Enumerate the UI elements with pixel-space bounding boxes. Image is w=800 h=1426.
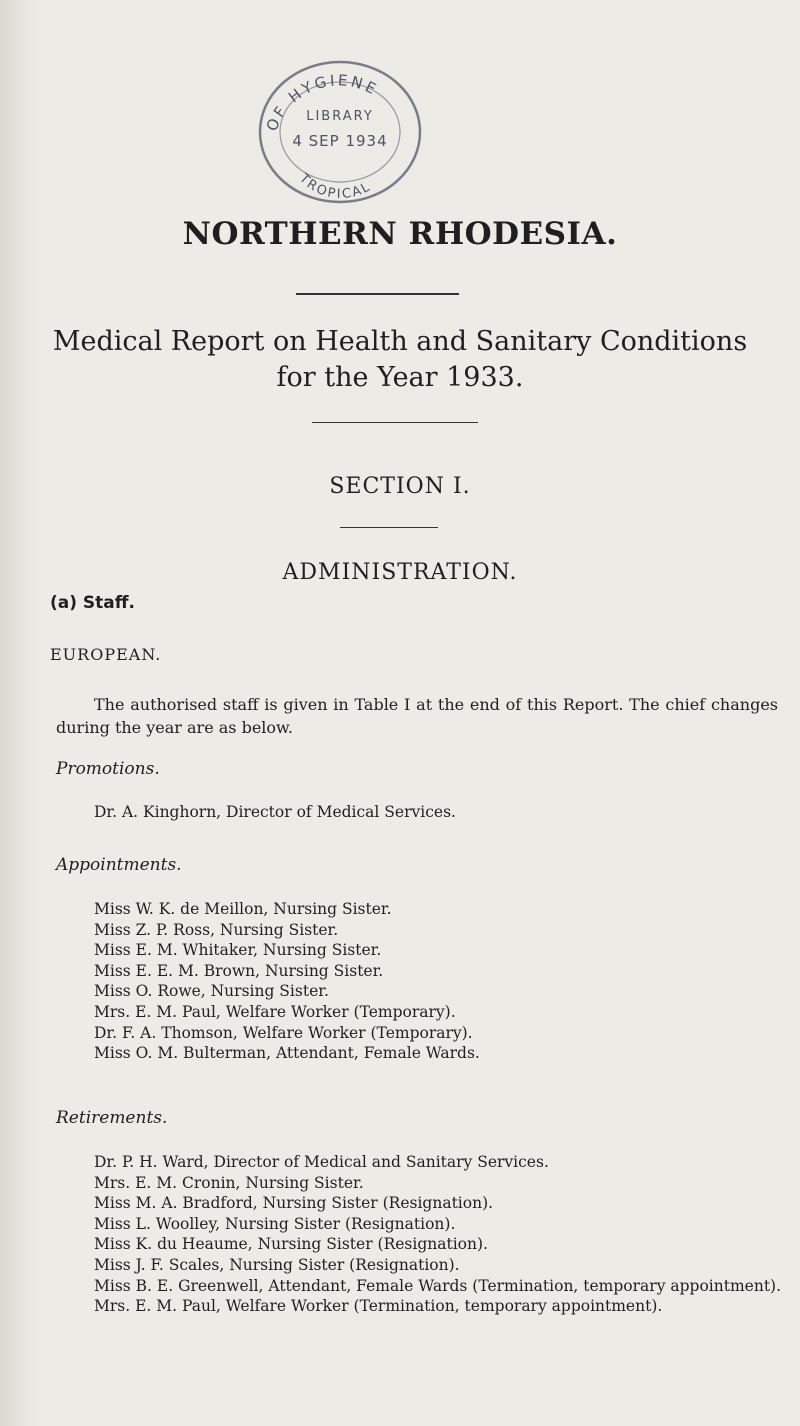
staff-intro-paragraph: The authorised staff is given in Table I at the end of this Report. The chief changes during the year are as below. <box>56 695 778 737</box>
section-heading: SECTION I. <box>329 474 471 499</box>
retirements-heading: Retirements. <box>56 1108 168 1128</box>
appointments-heading: Appointments. <box>56 855 182 875</box>
appointments-list <box>94 899 480 1064</box>
list-item: Miss L. Woolley, Nursing Sister (Resignation). <box>94 1214 456 1233</box>
list-item: Miss O. M. Bulterman, Attendant, Female Wards. <box>94 1044 480 1063</box>
subtitle-rule <box>312 422 478 423</box>
list-item: Miss Z. P. Ross, Nursing Sister. <box>94 920 339 939</box>
list-item: Mrs. E. M. Cronin, Nursing Sister. <box>94 1173 364 1192</box>
list-item: Dr. A. Kinghorn, Director of Medical Services. <box>94 803 456 821</box>
stamp-bottom-text: TROPICAL <box>296 171 374 203</box>
stamp-date-text: 4 SEP 1934 <box>292 132 388 150</box>
staff-heading: (a) Staff. <box>50 593 135 613</box>
list-item: Miss M. A. Bradford, Nursing Sister (Resignation). <box>94 1194 494 1213</box>
list-item: Mrs. E. M. Paul, Welfare Worker (Temporary). <box>94 1002 456 1021</box>
list-item: Miss E. M. Whitaker, Nursing Sister. <box>94 941 382 960</box>
section-rule <box>340 527 438 528</box>
stamp-ring-text: OF HYGIENE <box>262 71 382 134</box>
list-item: Miss E. E. M. Brown, Nursing Sister. <box>94 961 384 980</box>
library-stamp <box>236 48 442 208</box>
list-item: Miss W. K. de Meillon, Nursing Sister. <box>94 900 392 918</box>
list-item: Miss B. E. Greenwell, Attendant, Female Wards (Termination, temporary appointment). <box>94 1276 782 1295</box>
european-heading: EUROPEAN. <box>50 645 162 664</box>
list-item: Dr. F. A. Thomson, Welfare Worker (Temporary). <box>94 1023 473 1042</box>
promotions-heading: Promotions. <box>56 759 160 779</box>
list-item: Miss K. du Heaume, Nursing Sister (Resignation). <box>94 1235 488 1254</box>
list-item: Miss O. Rowe, Nursing Sister. <box>94 982 329 1001</box>
list-item: Dr. P. H. Ward, Director of Medical and Sanitary Services. <box>94 1153 549 1171</box>
page-shadow-edge <box>0 0 38 1426</box>
report-subtitle-line1: Medical Report on Health and Sanitary Conditions <box>52 326 748 357</box>
promotions-list <box>94 802 456 823</box>
report-title: NORTHERN RHODESIA. <box>182 216 618 252</box>
retirements-list <box>94 1152 781 1317</box>
stamp-library-text: LIBRARY <box>306 109 374 124</box>
report-subtitle-line2: for the Year 1933. <box>276 362 524 393</box>
list-item: Miss J. F. Scales, Nursing Sister (Resignation). <box>94 1255 460 1274</box>
list-item: Mrs. E. M. Paul, Welfare Worker (Termination, temporary appointment). <box>94 1297 663 1316</box>
administration-heading: ADMINISTRATION. <box>282 560 518 585</box>
title-rule <box>296 293 459 295</box>
